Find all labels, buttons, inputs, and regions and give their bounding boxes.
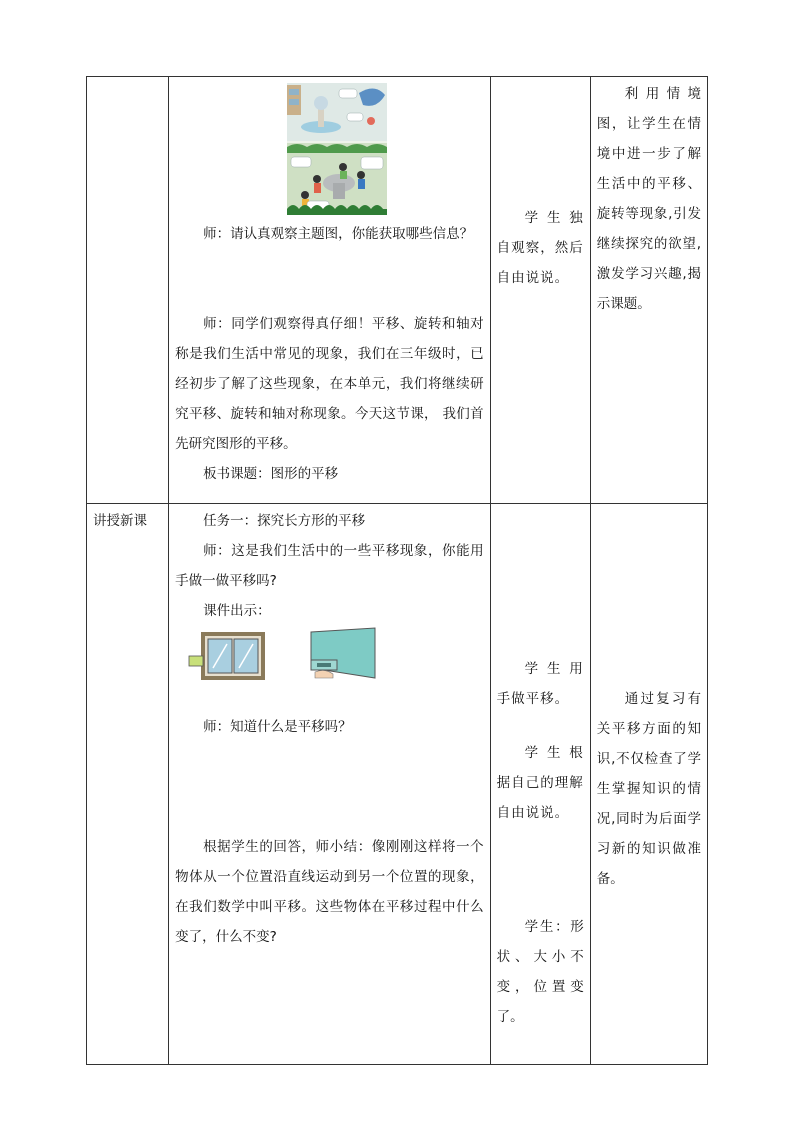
student-activity: 学 生 根据自己的理解自由说说。 xyxy=(496,745,584,821)
section-cell xyxy=(87,77,169,504)
student-activity-cell xyxy=(490,504,590,1065)
design-purpose-cell xyxy=(590,504,707,1065)
theme-illustration xyxy=(169,77,490,219)
design-purpose-cell xyxy=(590,77,707,504)
design-purpose: 通过复习有关平移方面的知识,不仅检查了学生掌握知识的情况,同时为后面学习新的知识做准备。 xyxy=(596,691,701,887)
courseware-label: 课件出示： xyxy=(203,603,271,619)
student-activity: 学 生 用手做平移。 xyxy=(496,661,584,707)
student-activity: 学生：形状、大小不变，位置变了。 xyxy=(496,919,584,1025)
content-cell xyxy=(169,504,491,1065)
design-purpose: 利用情境图，让学生在情境中进一步了解生活中的平移、旋转等现象,引发继续探究的欲望,激发学习兴趣,揭示课题。 xyxy=(596,86,701,312)
translation-examples-illustration xyxy=(169,626,490,696)
teacher-question: 师：请认真观察主题图，你能获取哪些信息？ xyxy=(203,226,474,242)
student-activity-cell xyxy=(490,77,590,504)
content-cell xyxy=(169,77,491,504)
teacher-question: 师：这是我们生活中的一些平移现象，你能用手做一做平移吗? xyxy=(175,543,484,589)
sliding-window xyxy=(189,632,265,680)
task-title: 任务一：探究长方形的平移 xyxy=(203,513,366,529)
section-cell xyxy=(87,504,169,1065)
section-label: 讲授新课 xyxy=(93,513,147,529)
teacher-question: 师：知道什么是平移吗？ xyxy=(203,719,352,735)
board-title: 板书课题：图形的平移 xyxy=(203,466,339,482)
teacher-explanation: 师：同学们观察得真仔细！平移、旋转和轴对称是我们生活中常见的现象，我们在三年级时，已经初步了解了这些现象，在本单元，我们将继续研究平移、旋转和轴对称现象。今天这节课， 我们首先研究图形的平移。 xyxy=(175,316,484,452)
sliding-drawer xyxy=(311,628,375,678)
table-row xyxy=(87,77,708,504)
student-activity: 学 生 独自观察，然后自由说说。 xyxy=(496,210,584,286)
lesson-plan-table xyxy=(86,76,708,1065)
teacher-summary: 根据学生的回答，师小结：像刚刚这样将一个物体从一个位置沿直线运动到另一个位置的现象，在我们数学中叫平移。这些物体在平移过程中什么变了，什么不变? xyxy=(175,839,484,945)
table-row xyxy=(87,504,708,1065)
